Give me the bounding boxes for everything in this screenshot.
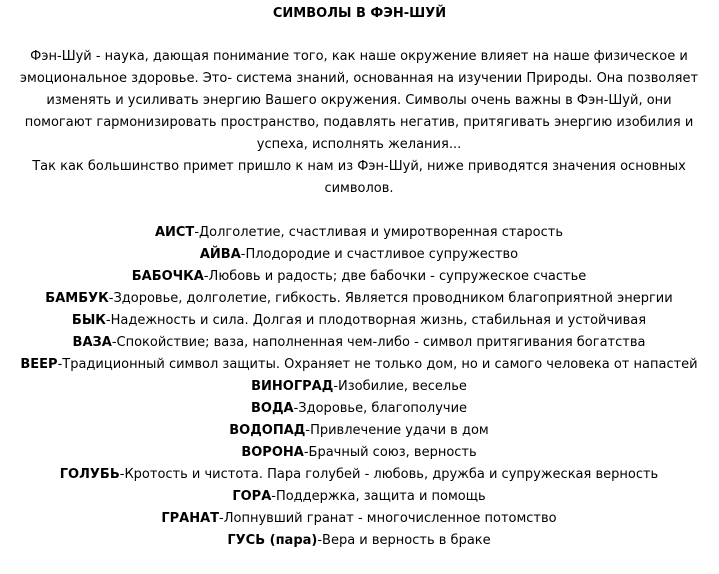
symbol-meaning: -Спокойствие; ваза, наполненная чем-либо - символ притягивания богатства [111,335,646,350]
symbol-meaning: -Вера и верность в браке [317,533,491,548]
symbol-entry [14,508,704,530]
symbol-term: ГРАНАТ [161,511,220,526]
symbol-meaning: -Здоровье, благополучие [293,401,468,416]
page-title: СИМВОЛЫ В ФЭН-ШУЙ [272,6,447,21]
symbol-meaning: -Традиционный символ защиты. Охраняет не только дом, но и самого человека от напастей [57,357,698,372]
symbol-meaning: -Плодородие и счастливое супружество [240,247,519,262]
symbol-entry [14,332,704,354]
symbol-term: ВОРОНА [241,445,304,460]
symbol-term: БАБОЧКА [131,269,204,284]
symbol-meaning: -Привлечение удачи в дом [305,423,489,438]
symbol-meaning: -Кротость и чистота. Пара голубей - любовь, дружба и супружеская верность [119,467,659,482]
symbol-entry [14,530,704,552]
symbol-meaning: -Здоровье, долголетие, гибкость. Является проводником благоприятной энергии [108,291,673,306]
symbol-entry [14,310,704,332]
symbol-meaning: -Долголетие, счастливая и умиротворенная старость [194,225,564,240]
symbol-term: ВОДА [250,401,294,416]
symbol-list [14,222,704,552]
symbol-entry [14,486,704,508]
symbol-entry [14,354,704,376]
symbol-term: БАМБУК [45,291,109,306]
symbol-term: АИСТ [154,225,195,240]
symbol-term: АЙВА [199,247,241,262]
symbol-entry [14,420,704,442]
symbol-meaning: -Изобилие, веселье [333,379,467,394]
symbol-meaning: -Брачный союз, верность [303,445,477,460]
symbol-meaning: -Надежность и сила. Долгая и плодотворная жизнь, стабильная и устойчивая [105,313,647,328]
symbol-term: ВЕЕР [20,357,58,372]
symbol-meaning: -Лопнувший гранат - многочисленное потомство [219,511,557,526]
symbol-entry [14,244,704,266]
symbol-entry [14,442,704,464]
intro-paragraph: Фэн-Шуй - наука, дающая понимание того, как наше окружение влияет на наше физическое и эмоциональное здоровье. Это- система знаний, основанная на изучении Природы. Она позволяет изменять и усиливать энергию Вашего окружения. Символы очень важны в Фэн-Шуй, они помогают гармонизировать пространство, подавлять негатив, притягивать энергию изобилия и успеха, исполнять желания... [19,49,699,152]
symbol-entry [14,464,704,486]
symbol-entry [14,222,704,244]
symbol-meaning: -Поддержка, защита и помощь [271,489,486,504]
symbol-term: ГОРА [232,489,272,504]
symbol-entry [14,398,704,420]
symbol-term: ВАЗА [72,335,112,350]
symbol-meaning: -Любовь и радость; две бабочки - супружеское счастье [203,269,587,284]
symbol-entry [14,288,704,310]
symbol-term: ГОЛУБЬ [59,467,120,482]
intro-paragraph: Так как большинство примет пришло к нам из Фэн-Шуй, ниже приводятся значения основных символов. [32,159,686,196]
symbol-entry [14,376,704,398]
symbol-entry [14,266,704,288]
intro-text [14,46,704,200]
symbol-term: ГУСЬ (пара) [227,533,318,548]
symbol-term: ВИНОГРАД [251,379,334,394]
symbol-term: БЫК [71,313,106,328]
symbol-term: ВОДОПАД [229,423,306,438]
